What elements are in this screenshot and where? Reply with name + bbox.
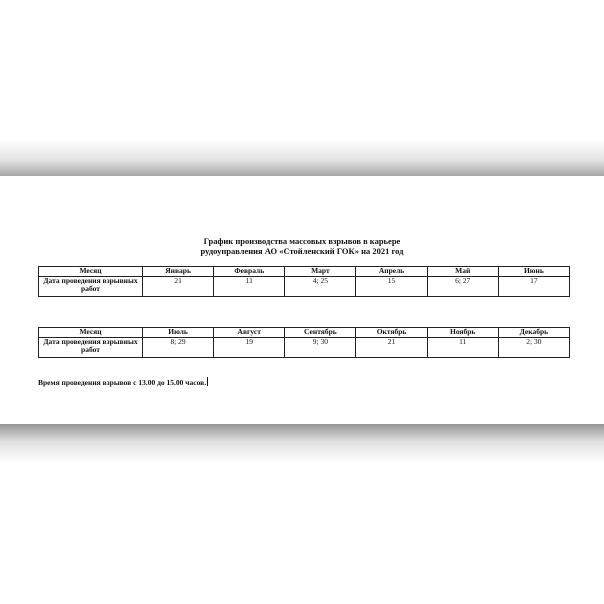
document-title — [0, 236, 604, 256]
month-cell: Декабрь — [498, 328, 569, 338]
row-header-date: Дата проведения взрывных работ — [39, 277, 143, 297]
title-line-1: График производства массовых взрывов в карьере — [203, 236, 401, 246]
document-sheet — [0, 176, 604, 426]
month-cell: Октябрь — [356, 328, 427, 338]
row-header-date: Дата проведения взрывных работ — [39, 338, 143, 358]
month-cell: Ноябрь — [427, 328, 498, 338]
row-header-month: Месяц — [39, 267, 143, 277]
paper-shadow-bottom — [0, 424, 604, 464]
date-cell: 2; 30 — [498, 338, 569, 358]
month-cell: Май — [427, 267, 498, 277]
table-row-dates — [39, 277, 570, 297]
text-cursor — [207, 377, 208, 386]
date-cell: 6; 27 — [427, 277, 498, 297]
date-cell: 8; 29 — [143, 338, 214, 358]
table-row-dates — [39, 338, 570, 358]
date-cell: 15 — [356, 277, 427, 297]
date-cell: 21 — [356, 338, 427, 358]
note-text: Время проведения взрывов с 13.00 до 15.00 часов. — [38, 378, 207, 387]
blast-time-note — [38, 377, 208, 387]
date-cell: 11 — [214, 277, 285, 297]
table-row-months — [39, 267, 570, 277]
table-row-months — [39, 328, 570, 338]
month-cell: Июль — [143, 328, 214, 338]
date-cell: 19 — [214, 338, 285, 358]
title-line-2: рудоуправления АО «Стойленский ГОК» на 2021 год — [200, 246, 404, 256]
month-cell: Август — [214, 328, 285, 338]
schedule-table-jul-dec — [38, 327, 570, 358]
month-cell: Сентябрь — [285, 328, 356, 338]
date-cell: 4; 25 — [285, 277, 356, 297]
month-cell: Апрель — [356, 267, 427, 277]
month-cell: Июнь — [498, 267, 569, 277]
date-cell: 9; 30 — [285, 338, 356, 358]
month-cell: Январь — [143, 267, 214, 277]
paper-shadow-top — [0, 140, 604, 178]
date-cell: 21 — [143, 277, 214, 297]
date-cell: 11 — [427, 338, 498, 358]
schedule-table-jan-jun — [38, 266, 570, 297]
month-cell: Март — [285, 267, 356, 277]
row-header-month: Месяц — [39, 328, 143, 338]
month-cell: Февраль — [214, 267, 285, 277]
date-cell: 17 — [498, 277, 569, 297]
